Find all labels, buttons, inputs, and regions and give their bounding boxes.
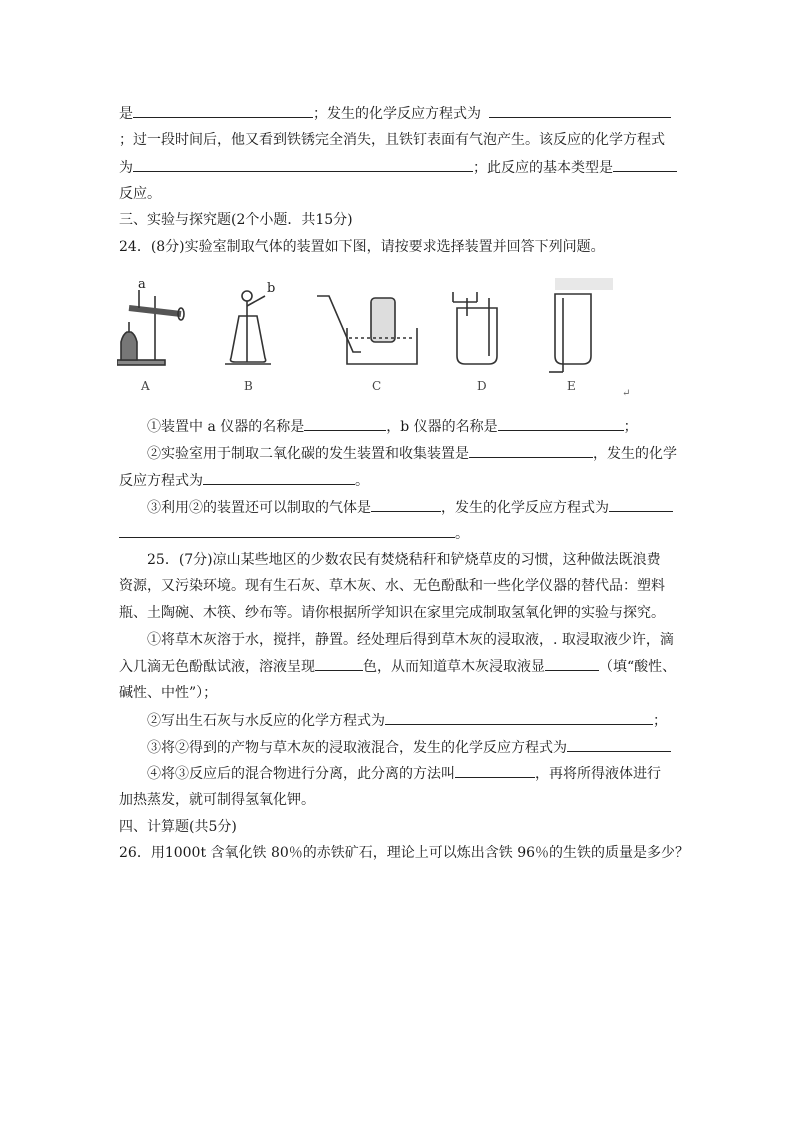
- q24-part-3: ③利用②的装置还可以制取的气体是 ，发生的化学反应方程式为: [147, 497, 673, 518]
- apparatus-B: [225, 291, 271, 364]
- apparatus-A: [117, 290, 184, 365]
- label-E: E: [567, 379, 576, 393]
- q25-line-1: 25．(7分)凉山某些地区的少数农民有焚烧秸秆和铲烧草皮的习惯，这种做法既浪费: [147, 552, 661, 568]
- q25-line-10: 加热蒸发，就可制得氢氧化钾。: [119, 792, 315, 808]
- answer-blank[interactable]: [489, 103, 671, 118]
- answer-blank[interactable]: [567, 737, 671, 752]
- q24-part-1: ①装置中 a 仪器的名称是 ，b 仪器的名称是 ；: [147, 416, 638, 437]
- section-3-title: 三、实验与探究题(2个小题．共15分): [119, 212, 353, 228]
- apparatus-D: [453, 292, 497, 364]
- label-b: b: [267, 281, 276, 296]
- q24-part-3-cont: 。: [119, 523, 469, 544]
- section-4-title: 四、计算题(共5分): [119, 819, 237, 835]
- label-a: a: [138, 277, 146, 292]
- q24-part-2-cont: 反应方程式为 。: [119, 470, 369, 491]
- answer-blank[interactable]: [545, 656, 599, 671]
- q23-line-2: ；过一段时间后，他又看到铁锈完全消失，且铁钉表面有气泡产生。该反应的化学方程式: [119, 132, 665, 148]
- label-D: D: [477, 379, 487, 393]
- answer-blank[interactable]: [315, 656, 363, 671]
- return-mark: ↵: [622, 388, 630, 399]
- answer-blank[interactable]: [133, 103, 313, 118]
- q26-stem: 26．用1000t 含氧化铁 80％的赤铁矿石，理论上可以炼出含铁 96％的生铁的质量是多少？: [119, 845, 690, 861]
- apparatus-figure: [117, 272, 630, 400]
- q25-line-3: 瓶、土陶碗、木筷、纱布等。请你根据所学知识在家里完成制取氢氧化钾的实验与探究。: [119, 605, 665, 621]
- answer-blank[interactable]: [371, 497, 441, 512]
- apparatus-C: [317, 296, 417, 364]
- q24-part-2: ②实验室用于制取二氧化碳的发生装置和收集装置是 ，发生的化学: [147, 443, 677, 464]
- label-C: C: [372, 379, 382, 393]
- answer-blank[interactable]: [613, 157, 677, 172]
- q23-line-1: 是 ；发生的化学反应方程式为: [119, 103, 671, 124]
- q25-line-4: ①将草木灰溶于水，搅拌，静置。经处理后得到草木灰的浸取液，. 取浸取液少许，滴: [147, 632, 674, 648]
- q25-line-5: 入几滴无色酚酞试液，溶液呈现 色，从而知道草木灰浸取液显 （填“酸性、: [119, 656, 676, 677]
- apparatus-E: [549, 278, 613, 372]
- answer-blank[interactable]: [498, 416, 624, 431]
- q25-line-9: ④将③反应后的混合物进行分离，此分离的方法叫 ，再将所得液体进行: [147, 763, 661, 784]
- q25-line-7: ②写出生石灰与水反应的化学方程式为 ；: [147, 710, 667, 731]
- answer-blank[interactable]: [119, 523, 455, 538]
- answer-blank[interactable]: [133, 157, 473, 172]
- answer-blank[interactable]: [469, 443, 593, 458]
- q25-line-2: 资源，又污染环境。现有生石灰、草木灰、水、无色酚酞和一些化学仪器的替代品：塑料: [119, 578, 665, 594]
- answer-blank[interactable]: [385, 710, 653, 725]
- answer-blank[interactable]: [455, 763, 535, 778]
- q25-line-8: ③将②得到的产物与草木灰的浸取液混合，发生的化学反应方程式为: [147, 737, 671, 758]
- q23-line-3: 为 ；此反应的基本类型是: [119, 157, 677, 178]
- q24-stem: 24．(8分)实验室制取气体的装置如下图，请按要求选择装置并回答下列问题。: [119, 239, 605, 255]
- apparatus-drawing: [117, 272, 630, 400]
- answer-blank[interactable]: [609, 497, 673, 512]
- q23-line-4: 反应。: [119, 186, 161, 202]
- label-B: B: [244, 379, 253, 393]
- answer-blank[interactable]: [203, 470, 355, 485]
- answer-blank[interactable]: [304, 416, 386, 431]
- q25-line-6: 碱性、中性”）；: [119, 685, 218, 701]
- label-A: A: [141, 379, 150, 393]
